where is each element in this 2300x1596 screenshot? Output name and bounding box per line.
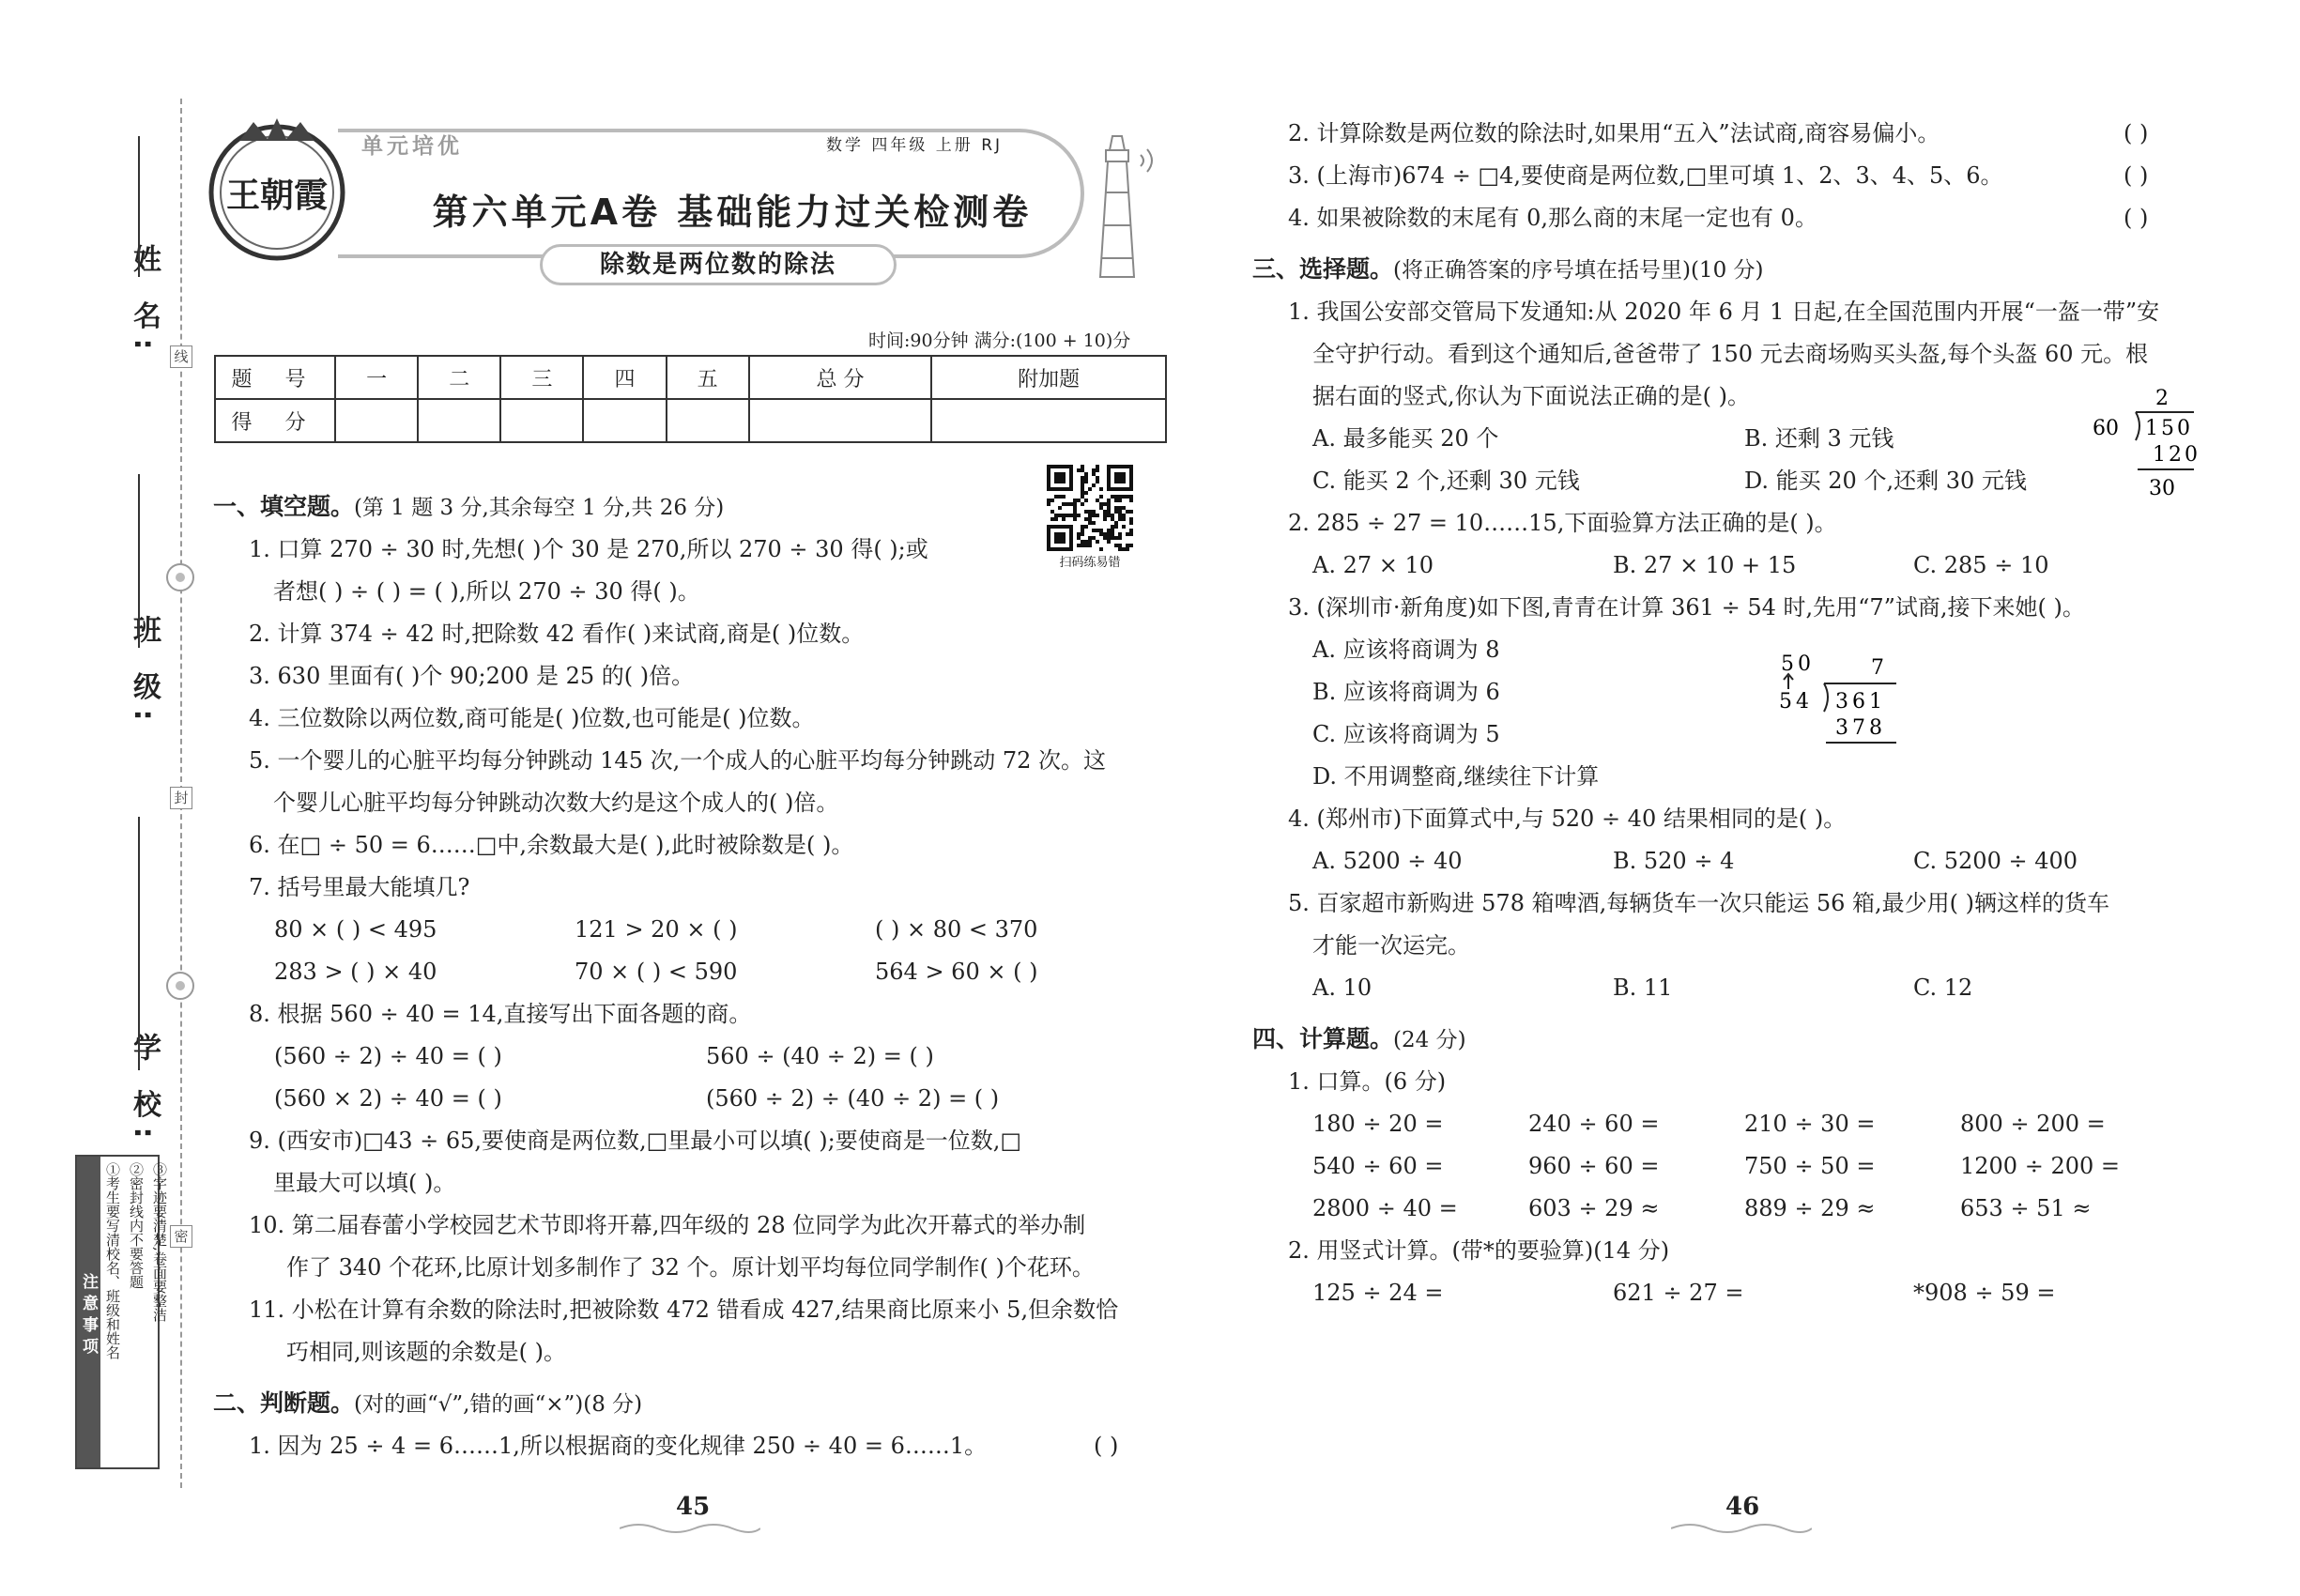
table-cell: 题 号 <box>215 356 335 399</box>
question-option: 240 ÷ 60 = <box>1528 1111 1660 1137</box>
question-option: (560 ÷ 2) ÷ 40 = ( ) <box>274 1043 502 1069</box>
question-option: 180 ÷ 20 = <box>1312 1111 1444 1137</box>
question-line <box>1288 296 2159 328</box>
question-line <box>1312 338 2148 370</box>
table-cell: 四 <box>583 356 666 399</box>
notice-item: ②密封线内不要答题 <box>128 1162 145 1289</box>
question-option: B. 还剩 3 元钱 <box>1744 425 1894 452</box>
question-line <box>249 1430 987 1462</box>
class-label: 班 级: <box>128 615 161 730</box>
answer-parentheses[interactable]: ( ) <box>2124 162 2149 189</box>
question-option: C. 12 <box>1913 974 1973 1001</box>
question-option: 560 ÷ (40 ÷ 2) = ( ) <box>706 1043 934 1069</box>
table-cell: 附加题 <box>931 356 1166 399</box>
question-line <box>1312 760 1599 792</box>
section-heading <box>1252 1023 1466 1056</box>
question-text: 3. (深圳市·新角度)如下图,青青在计算 361 ÷ 54 时,先用“7”试商,接下来她( )。 <box>1288 594 2085 621</box>
page-title: 第六单元A卷 基础能力过关检测卷 <box>432 192 1033 233</box>
question-text: 二、判断题。 <box>213 1389 355 1417</box>
question-line <box>249 829 853 861</box>
question-text: 作了 340 个花环,比原计划多制作了 32 个。原计划平均每位同学制作( )个花环。 <box>286 1254 1095 1281</box>
question-option: 564 > 60 × ( ) <box>875 959 1038 985</box>
question-option: ( ) × 80 < 370 <box>875 916 1038 943</box>
score-input-cell[interactable] <box>931 399 1166 442</box>
question-option: 1200 ÷ 200 = <box>1960 1153 2120 1179</box>
question-option: 800 ÷ 200 = <box>1960 1111 2106 1137</box>
div-remainder: 30 <box>2149 477 2175 500</box>
notice-item: ①考生要写清校名、班级和姓名 <box>104 1162 121 1359</box>
question-line <box>249 702 815 734</box>
question-option: (560 ÷ 2) ÷ (40 ÷ 2) = ( ) <box>706 1085 1000 1112</box>
long-division-diagram <box>2079 380 2201 512</box>
question-text: 6. 在□ ÷ 50 = 6……□中,余数最大是( ),此时被除数是( )。 <box>249 832 854 858</box>
score-table <box>214 355 1167 443</box>
question-text: 据右面的竖式,你认为下面说法正确的是( )。 <box>1312 383 1750 409</box>
question-text: 1. 口算 270 ÷ 30 时,先想( )个 30 是 270,所以 270 ÷ 30 得( );或 <box>249 536 928 562</box>
seal-tag-mi: 密 <box>170 1225 192 1248</box>
question-text: 三、选择题。 <box>1252 255 1394 283</box>
time-and-score: 时间:90分钟 满分:(100 + 10)分 <box>868 330 1131 351</box>
subject-line: 数学 四年级 上册 RJ <box>826 136 1004 155</box>
question-option: 889 ÷ 29 ≈ <box>1744 1195 1876 1221</box>
question-text: 1. 因为 25 ÷ 4 = 6……1,所以根据商的变化规律 250 ÷ 40 = 6……1。 <box>249 1433 988 1459</box>
question-option: 80 × ( ) < 495 <box>274 916 437 943</box>
question-line <box>1312 718 1500 750</box>
table-cell: 三 <box>500 356 583 399</box>
score-input-cell[interactable] <box>335 399 418 442</box>
div-product: 378 <box>1835 716 1886 740</box>
notice-box <box>75 1155 168 1469</box>
question-line <box>249 871 469 903</box>
question-option: 70 × ( ) < 590 <box>575 959 738 985</box>
wave-decoration-icon <box>1671 1519 1812 1538</box>
section-heading <box>213 1388 642 1420</box>
question-option: B. 11 <box>1613 974 1673 1001</box>
question-text: 1. 我国公安部交管局下发通知:从 2020 年 6 月 1 日起,在全国范围内开展“一盔一带”安 <box>1288 299 2160 325</box>
question-text: 3. (上海市)674 ÷ □4,要使商是两位数,□里可填 1、2、3、4、5、6。 <box>1288 162 2003 189</box>
section-note: (对的画“√”,错的画“×”)(8 分) <box>354 1392 643 1417</box>
question-text: 8. 根据 560 ÷ 40 = 14,直接写出下面各题的商。 <box>249 1001 752 1027</box>
question-option: 283 > ( ) × 40 <box>274 959 437 985</box>
name-field-line[interactable] <box>138 136 140 277</box>
question-text: 个婴儿心脏平均每分钟跳动次数大约是这个成人的( )倍。 <box>273 790 839 816</box>
table-row <box>215 356 1166 399</box>
notice-heading: 注意事项 <box>77 1157 100 1467</box>
question-line <box>1312 380 1750 412</box>
lighthouse-icon <box>1070 127 1164 286</box>
table-cell: 一 <box>335 356 418 399</box>
question-text: 巧相同,则该题的余数是( )。 <box>286 1339 566 1365</box>
wave-decoration-icon <box>620 1519 760 1538</box>
question-option: B. 520 ÷ 4 <box>1613 848 1735 874</box>
question-text: 10. 第二届春蕾小学校园艺术节即将开幕,四年级的 28 位同学为此次开幕式的举办制 <box>249 1212 1086 1238</box>
question-text: 3. 630 里面有( )个 90;200 是 25 的( )倍。 <box>249 663 695 689</box>
question-text: 4. (郑州市)下面算式中,与 520 ÷ 40 结果相同的是( )。 <box>1288 806 1847 832</box>
score-input-cell[interactable] <box>583 399 666 442</box>
question-text: C. 应该将商调为 5 <box>1312 721 1500 747</box>
question-option: A. 5200 ÷ 40 <box>1312 848 1463 874</box>
question-text: 5. 一个婴儿的心脏平均每分钟跳动 145 次,一个成人的心脏平均每分钟跳动 72 次。这 <box>249 747 1107 774</box>
question-option: A. 最多能买 20 个 <box>1312 425 1499 452</box>
question-line <box>1288 803 1846 835</box>
punch-hole-icon <box>166 563 194 591</box>
question-line <box>249 533 928 565</box>
question-option: 603 ÷ 29 ≈ <box>1528 1195 1660 1221</box>
question-option: 653 ÷ 51 ≈ <box>1960 1195 2092 1221</box>
question-line <box>1312 676 1500 708</box>
table-cell: 二 <box>418 356 500 399</box>
section-note: (24 分) <box>1393 1028 1466 1052</box>
question-text: 四、计算题。 <box>1252 1025 1394 1052</box>
question-line <box>249 998 751 1030</box>
question-text: 4. 三位数除以两位数,商可能是( )位数,也可能是( )位数。 <box>249 705 815 731</box>
question-option: A. 27 × 10 <box>1312 552 1434 578</box>
question-line <box>1288 1235 1669 1266</box>
question-line <box>1312 929 1470 961</box>
div-product: 120 <box>2153 443 2200 467</box>
div-quotient: 7 <box>1871 656 1884 680</box>
question-line <box>249 660 694 692</box>
question-line <box>1312 634 1500 666</box>
score-input-cell[interactable] <box>667 399 749 442</box>
answer-parentheses[interactable]: ( ) <box>1094 1433 1119 1459</box>
div-adjust: 50 <box>1781 652 1815 676</box>
question-option: 960 ÷ 60 = <box>1528 1153 1660 1179</box>
class-field-line[interactable] <box>138 474 140 648</box>
question-option: (560 × 2) ÷ 40 = ( ) <box>274 1085 502 1112</box>
brand-logo-icon <box>202 113 352 263</box>
question-option: B. 27 × 10 + 15 <box>1613 552 1797 578</box>
table-cell: 得 分 <box>215 399 335 442</box>
long-division-diagram <box>1770 648 1910 760</box>
section-note: (第 1 题 3 分,其余每空 1 分,共 26 分) <box>354 496 725 520</box>
question-line <box>1288 1066 1446 1097</box>
question-line <box>249 618 864 650</box>
div-quotient: 2 <box>2155 387 2169 410</box>
question-option: 540 ÷ 60 = <box>1312 1153 1444 1179</box>
question-text: 2. 285 ÷ 27 = 10……15,下面验算方法正确的是( )。 <box>1288 510 1837 536</box>
question-text: 5. 百家超市新购进 578 箱啤酒,每辆货车一次只能运 56 箱,最少用( )辆这样的货车 <box>1288 890 2110 916</box>
question-line <box>1288 507 1837 539</box>
school-field-line[interactable] <box>138 817 140 1070</box>
question-option: D. 能买 20 个,还剩 30 元钱 <box>1744 468 2027 494</box>
question-line <box>1288 887 2109 919</box>
page-subtitle: 除数是两位数的除法 <box>540 244 897 285</box>
score-input-cell[interactable] <box>500 399 583 442</box>
score-input-cell[interactable] <box>749 399 932 442</box>
question-text: A. 应该将商调为 8 <box>1312 637 1500 663</box>
question-text: 2. 计算除数是两位数的除法时,如果用“五入”法试商,商容易偏小。 <box>1288 120 1940 146</box>
question-option: 121 > 20 × ( ) <box>575 916 738 943</box>
section-note: (将正确答案的序号填在括号里)(10 分) <box>1393 258 1764 283</box>
question-option: 125 ÷ 24 = <box>1312 1280 1444 1306</box>
question-option: 621 ÷ 27 = <box>1613 1280 1744 1306</box>
question-option: C. 285 ÷ 10 <box>1913 552 2049 578</box>
question-text: 全守护行动。看到这个通知后,爸爸带了 150 元去商场购买头盔,每个头盔 60 元。根 <box>1312 341 2149 367</box>
div-divisor: 60 <box>2093 417 2119 440</box>
question-option: 750 ÷ 50 = <box>1744 1153 1876 1179</box>
section-heading <box>1252 253 1764 286</box>
question-option: *908 ÷ 59 = <box>1913 1280 2056 1306</box>
question-text: 1. 口算。(6 分) <box>1288 1068 1447 1095</box>
question-line <box>1288 117 1940 149</box>
question-line <box>249 744 1106 776</box>
div-divisor: 54 <box>1779 690 1813 714</box>
question-line <box>1288 202 1817 234</box>
page-number-right: 46 <box>1725 1493 1760 1521</box>
question-text: 2. 计算 374 ÷ 42 时,把除数 42 看作( )来试商,商是( )位数。 <box>249 621 865 647</box>
question-line <box>1288 160 2003 192</box>
question-text: 4. 如果被除数的末尾有 0,那么商的末尾一定也有 0。 <box>1288 205 1817 231</box>
question-line <box>1288 591 2085 623</box>
question-option: 2800 ÷ 40 = <box>1312 1195 1458 1221</box>
binding-strip <box>0 0 188 1596</box>
school-label: 学 校: <box>128 1033 161 1148</box>
question-option: C. 能买 2 个,还剩 30 元钱 <box>1312 468 1580 494</box>
question-text: 2. 用竖式计算。(带*的要验算)(14 分) <box>1288 1237 1670 1264</box>
question-text: D. 不用调整商,继续往下计算 <box>1312 763 1600 790</box>
div-dividend: 361 <box>1835 690 1886 714</box>
punch-hole-icon <box>166 972 194 1000</box>
qr-code-icon[interactable] <box>1047 465 1133 551</box>
section-heading <box>213 491 724 524</box>
question-line <box>273 575 700 607</box>
question-line <box>249 1294 1118 1326</box>
question-text: 一、填空题。 <box>213 493 355 520</box>
question-line <box>249 1209 1085 1241</box>
answer-parentheses[interactable]: ( ) <box>2124 120 2149 146</box>
question-text: 7. 括号里最大能填几? <box>249 874 470 900</box>
div-dividend: 150 <box>2145 417 2193 440</box>
question-text: 11. 小松在计算有余数的除法时,把被除数 472 错看成 427,结果商比原来小 5,但余数恰 <box>249 1297 1119 1323</box>
question-text: 9. (西安市)□43 ÷ 65,要使商是两位数,□里最小可以填( );要使商是一位数,□ <box>249 1128 1022 1154</box>
brand-name: 王朝霞 <box>225 176 329 215</box>
page-number-left: 45 <box>676 1493 711 1521</box>
question-line <box>286 1336 566 1368</box>
question-line <box>249 1125 1021 1157</box>
question-option: A. 10 <box>1312 974 1372 1001</box>
answer-parentheses[interactable]: ( ) <box>2124 205 2149 231</box>
name-label: 姓 名: <box>128 244 161 360</box>
notice-item: ③字迹要清楚,卷面要整洁 <box>151 1162 168 1322</box>
question-line <box>286 1251 1095 1283</box>
qr-label: 扫码练易错 <box>1059 556 1121 570</box>
question-option: 210 ÷ 30 = <box>1744 1111 1876 1137</box>
unit-tag: 单元培优 <box>361 134 463 159</box>
question-line <box>273 1167 455 1199</box>
seal-tag-feng: 封 <box>170 787 192 809</box>
score-input-cell[interactable] <box>418 399 500 442</box>
table-cell: 总 分 <box>749 356 932 399</box>
question-text: 里最大可以填( )。 <box>273 1170 456 1196</box>
question-option: C. 5200 ÷ 400 <box>1913 848 2078 874</box>
table-row <box>215 399 1166 442</box>
question-text: 才能一次运完。 <box>1312 932 1470 959</box>
question-text: 者想( ) ÷ ( ) = ( ),所以 270 ÷ 30 得( )。 <box>273 578 700 605</box>
table-cell: 五 <box>667 356 749 399</box>
question-text: B. 应该将商调为 6 <box>1312 679 1500 705</box>
question-line <box>273 787 838 819</box>
seal-tag-xian: 线 <box>170 345 192 368</box>
